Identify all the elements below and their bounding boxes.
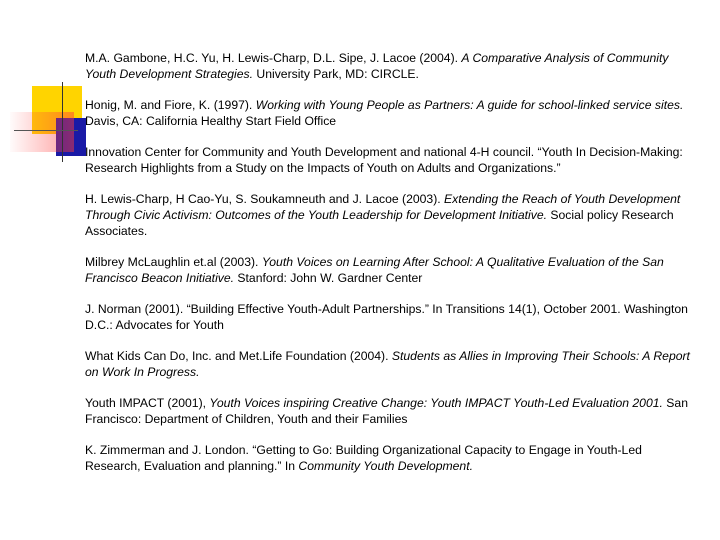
- reference-text: What Kids Can Do, Inc. and Met.Life Foundation (2004).: [85, 349, 392, 363]
- reference-entry: [85, 254, 700, 286]
- decorative-vertical-line: [62, 82, 63, 162]
- reference-entry: [85, 442, 700, 474]
- reference-list: [85, 50, 700, 489]
- reference-entry: [85, 301, 700, 333]
- reference-title: Extending the Reach of Youth Development Through Civic Activism: Outcomes of the Youth Leadership for Development Initiative.: [85, 192, 681, 222]
- reference-title: Working with Young People as Partners: A guide for school-linked service sites.: [255, 98, 684, 112]
- reference-text: Davis, CA: California Healthy Start Field Office: [85, 114, 337, 128]
- reference-title: Youth Voices on Learning After School: A Qualitative Evaluation of the San Francisco Beacon Initiative.: [85, 255, 664, 285]
- reference-text: University Park, MD: CIRCLE.: [253, 67, 419, 81]
- reference-entry: [85, 395, 700, 427]
- reference-text: H. Lewis-Charp, H Cao-Yu, S. Soukamneuth and J. Lacoe (2003).: [85, 192, 445, 206]
- reference-entry: [85, 97, 700, 129]
- reference-entry: [85, 348, 700, 380]
- reference-text: Social policy Research Associates.: [85, 208, 674, 238]
- reference-text: San Francisco: Department of Children, Youth and their Families: [85, 396, 688, 426]
- decorative-horizontal-line: [14, 130, 78, 131]
- reference-title: Students as Allies in Improving Their Schools: A Report on Work In Progress.: [85, 349, 690, 379]
- reference-text: J. Norman (2001). “Building Effective Youth-Adult Partnerships.” In Transitions 14(1), October 2001. Washington D.C.: Advocates for Youth: [85, 302, 688, 332]
- reference-entry: [85, 50, 700, 82]
- reference-title: Youth Voices inspiring Creative Change: Youth IMPACT Youth-Led Evaluation 2001.: [209, 396, 663, 410]
- reference-text: Honig, M. and Fiore, K. (1997).: [85, 98, 256, 112]
- reference-text: Stanford: John W. Gardner Center: [234, 271, 423, 285]
- reference-text: K. Zimmerman and J. London. “Getting to Go: Building Organizational Capacity to Engage in Youth-Led Research, Evaluation and planning.” In: [85, 443, 642, 473]
- reference-text: Innovation Center for Community and Youth Development and national 4-H council. “Youth In Decision-Making: Research Highlights from a Study on the Impacts of Youth on Adults and Organizations.”: [85, 145, 683, 175]
- reference-text: M.A. Gambone, H.C. Yu, H. Lewis-Charp, D.L. Sipe, J. Lacoe (2004).: [85, 51, 462, 65]
- reference-text: Youth IMPACT (2001),: [85, 396, 210, 410]
- reference-entry: [85, 191, 700, 239]
- reference-title: A Comparative Analysis of Community Youth Development Strategies.: [85, 51, 669, 81]
- reference-title: Community Youth Development.: [298, 459, 473, 473]
- reference-text: Milbrey McLaughlin et.al (2003).: [85, 255, 262, 269]
- decorative-pink-gradient: [10, 112, 74, 152]
- reference-entry: [85, 144, 700, 176]
